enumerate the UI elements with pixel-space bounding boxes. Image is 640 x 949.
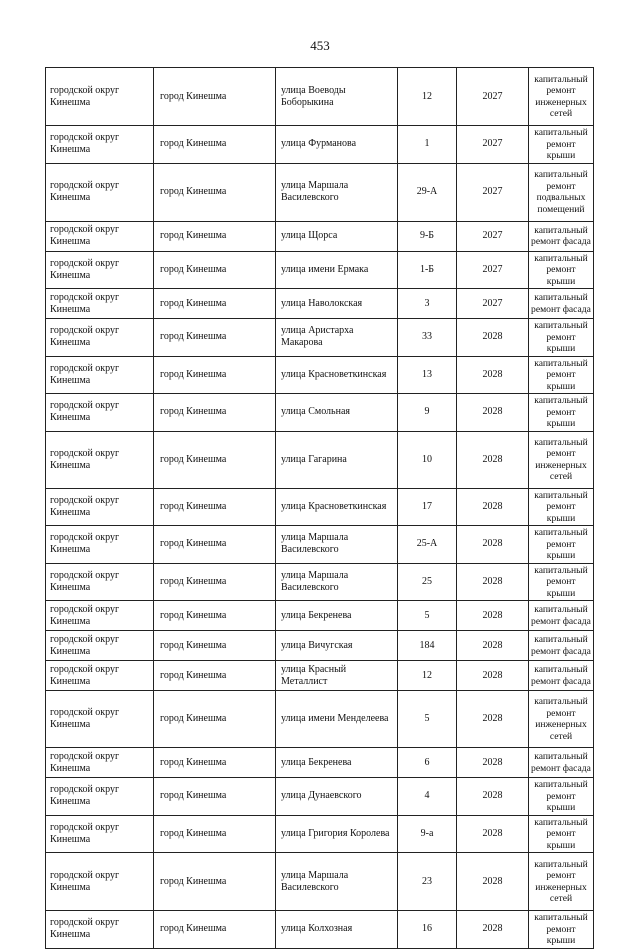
street-cell: улица Бекренева <box>276 601 398 631</box>
house-cell: 5 <box>398 601 457 631</box>
street-cell: улица Наволокская <box>276 289 398 319</box>
street-cell: улица Маршала Василевского <box>276 163 398 221</box>
table-row <box>46 431 594 488</box>
district-cell: городской округ Кинешма <box>46 356 154 394</box>
year-cell: 2027 <box>457 251 529 289</box>
district-cell: городской округ Кинешма <box>46 394 154 432</box>
work-type-cell: капитальный ремонт фасада <box>529 661 594 691</box>
city-cell: город Кинешма <box>154 394 276 432</box>
street-cell: улица Григория Королева <box>276 815 398 853</box>
house-cell: 1-Б <box>398 251 457 289</box>
table-row <box>46 251 594 289</box>
year-cell: 2027 <box>457 221 529 251</box>
street-cell: улица Красноветкинская <box>276 488 398 526</box>
street-cell: улица Смольная <box>276 394 398 432</box>
table-row <box>46 691 594 748</box>
city-cell: город Кинешма <box>154 126 276 164</box>
year-cell: 2028 <box>457 563 529 601</box>
street-cell: улица имени Ермака <box>276 251 398 289</box>
table-row <box>46 126 594 164</box>
house-cell: 25-А <box>398 526 457 564</box>
district-cell: городской округ Кинешма <box>46 221 154 251</box>
table-row <box>46 68 594 126</box>
district-cell: городской округ Кинешма <box>46 68 154 126</box>
street-cell: улица Щорса <box>276 221 398 251</box>
city-cell: город Кинешма <box>154 356 276 394</box>
street-cell: улица Красный Металлист <box>276 661 398 691</box>
work-type-cell: капитальный ремонт фасада <box>529 289 594 319</box>
city-cell: город Кинешма <box>154 431 276 488</box>
district-cell: городской округ Кинешма <box>46 631 154 661</box>
district-cell: городской округ Кинешма <box>46 778 154 816</box>
city-cell: город Кинешма <box>154 631 276 661</box>
work-type-cell: капитальный ремонт крыши <box>529 356 594 394</box>
year-cell: 2028 <box>457 526 529 564</box>
table-row <box>46 319 594 357</box>
house-cell: 29-А <box>398 163 457 221</box>
work-type-cell: капитальный ремонт фасада <box>529 748 594 778</box>
work-type-cell: капитальный ремонт крыши <box>529 251 594 289</box>
year-cell: 2028 <box>457 815 529 853</box>
house-cell: 4 <box>398 778 457 816</box>
district-cell: городской округ Кинешма <box>46 251 154 289</box>
year-cell: 2027 <box>457 163 529 221</box>
house-cell: 5 <box>398 691 457 748</box>
table-row <box>46 163 594 221</box>
work-type-cell: капитальный ремонт фасада <box>529 631 594 661</box>
year-cell: 2028 <box>457 911 529 949</box>
work-type-cell: капитальный ремонт крыши <box>529 319 594 357</box>
work-type-cell: капитальный ремонт инженерных сетей <box>529 853 594 911</box>
district-cell: городской округ Кинешма <box>46 748 154 778</box>
year-cell: 2028 <box>457 431 529 488</box>
work-type-cell: капитальный ремонт крыши <box>529 488 594 526</box>
year-cell: 2028 <box>457 356 529 394</box>
work-type-cell: капитальный ремонт инженерных сетей <box>529 431 594 488</box>
street-cell: улица имени Менделеева <box>276 691 398 748</box>
street-cell: улица Гагарина <box>276 431 398 488</box>
district-cell: городской округ Кинешма <box>46 661 154 691</box>
house-cell: 16 <box>398 911 457 949</box>
street-cell: улица Аристарха Макарова <box>276 319 398 357</box>
house-cell: 25 <box>398 563 457 601</box>
table-row <box>46 778 594 816</box>
street-cell: улица Фурманова <box>276 126 398 164</box>
district-cell: городской округ Кинешма <box>46 911 154 949</box>
street-cell: улица Маршала Василевского <box>276 853 398 911</box>
city-cell: город Кинешма <box>154 563 276 601</box>
work-type-cell: капитальный ремонт крыши <box>529 563 594 601</box>
city-cell: город Кинешма <box>154 251 276 289</box>
year-cell: 2028 <box>457 778 529 816</box>
city-cell: город Кинешма <box>154 778 276 816</box>
district-cell: городской округ Кинешма <box>46 526 154 564</box>
street-cell: улица Воеводы Боборыкина <box>276 68 398 126</box>
table-row <box>46 661 594 691</box>
work-type-cell: капитальный ремонт крыши <box>529 526 594 564</box>
table-row <box>46 356 594 394</box>
city-cell: город Кинешма <box>154 853 276 911</box>
table-row <box>46 631 594 661</box>
city-cell: город Кинешма <box>154 601 276 631</box>
work-type-cell: капитальный ремонт фасада <box>529 221 594 251</box>
year-cell: 2028 <box>457 601 529 631</box>
work-type-cell: капитальный ремонт инженерных сетей <box>529 68 594 126</box>
page-number: 453 <box>310 38 330 53</box>
year-cell: 2028 <box>457 488 529 526</box>
district-cell: городской округ Кинешма <box>46 601 154 631</box>
street-cell: улица Красноветкинская <box>276 356 398 394</box>
street-cell: улица Маршала Василевского <box>276 526 398 564</box>
work-type-cell: капитальный ремонт фасада <box>529 601 594 631</box>
district-cell: городской округ Кинешма <box>46 691 154 748</box>
table-row <box>46 394 594 432</box>
work-type-cell: капитальный ремонт инженерных сетей <box>529 691 594 748</box>
district-cell: городской округ Кинешма <box>46 853 154 911</box>
table-row <box>46 289 594 319</box>
house-cell: 9-а <box>398 815 457 853</box>
year-cell: 2028 <box>457 661 529 691</box>
city-cell: город Кинешма <box>154 319 276 357</box>
year-cell: 2028 <box>457 691 529 748</box>
city-cell: город Кинешма <box>154 526 276 564</box>
year-cell: 2028 <box>457 631 529 661</box>
table-row <box>46 526 594 564</box>
city-cell: город Кинешма <box>154 691 276 748</box>
house-cell: 10 <box>398 431 457 488</box>
house-cell: 13 <box>398 356 457 394</box>
work-type-cell: капитальный ремонт подвальных помещений <box>529 163 594 221</box>
work-type-cell: капитальный ремонт крыши <box>529 126 594 164</box>
city-cell: город Кинешма <box>154 748 276 778</box>
table-row <box>46 601 594 631</box>
house-cell: 33 <box>398 319 457 357</box>
table-row <box>46 488 594 526</box>
year-cell: 2028 <box>457 748 529 778</box>
district-cell: городской округ Кинешма <box>46 163 154 221</box>
city-cell: город Кинешма <box>154 221 276 251</box>
city-cell: город Кинешма <box>154 815 276 853</box>
work-type-cell: капитальный ремонт крыши <box>529 394 594 432</box>
district-cell: городской округ Кинешма <box>46 289 154 319</box>
year-cell: 2028 <box>457 853 529 911</box>
year-cell: 2027 <box>457 68 529 126</box>
table-row <box>46 853 594 911</box>
table-row <box>46 563 594 601</box>
house-cell: 12 <box>398 68 457 126</box>
city-cell: город Кинешма <box>154 661 276 691</box>
city-cell: город Кинешма <box>154 488 276 526</box>
house-cell: 23 <box>398 853 457 911</box>
work-type-cell: капитальный ремонт крыши <box>529 778 594 816</box>
work-type-cell: капитальный ремонт крыши <box>529 911 594 949</box>
district-cell: городской округ Кинешма <box>46 815 154 853</box>
street-cell: улица Бекренева <box>276 748 398 778</box>
table-row <box>46 815 594 853</box>
district-cell: городской округ Кинешма <box>46 319 154 357</box>
street-cell: улица Дунаевского <box>276 778 398 816</box>
house-cell: 12 <box>398 661 457 691</box>
house-cell: 184 <box>398 631 457 661</box>
district-cell: городской округ Кинешма <box>46 563 154 601</box>
city-cell: город Кинешма <box>154 163 276 221</box>
street-cell: улица Вичугская <box>276 631 398 661</box>
street-cell: улица Колхозная <box>276 911 398 949</box>
table-row <box>46 911 594 949</box>
year-cell: 2027 <box>457 289 529 319</box>
work-type-cell: капитальный ремонт крыши <box>529 815 594 853</box>
city-cell: город Кинешма <box>154 289 276 319</box>
house-cell: 1 <box>398 126 457 164</box>
repair-schedule-table <box>45 67 594 949</box>
street-cell: улица Маршала Василевского <box>276 563 398 601</box>
year-cell: 2027 <box>457 126 529 164</box>
city-cell: город Кинешма <box>154 911 276 949</box>
city-cell: город Кинешма <box>154 68 276 126</box>
table-row <box>46 748 594 778</box>
district-cell: городской округ Кинешма <box>46 126 154 164</box>
house-cell: 3 <box>398 289 457 319</box>
district-cell: городской округ Кинешма <box>46 488 154 526</box>
district-cell: городской округ Кинешма <box>46 431 154 488</box>
house-cell: 17 <box>398 488 457 526</box>
year-cell: 2028 <box>457 319 529 357</box>
house-cell: 9-Б <box>398 221 457 251</box>
table-row <box>46 221 594 251</box>
house-cell: 6 <box>398 748 457 778</box>
year-cell: 2028 <box>457 394 529 432</box>
house-cell: 9 <box>398 394 457 432</box>
